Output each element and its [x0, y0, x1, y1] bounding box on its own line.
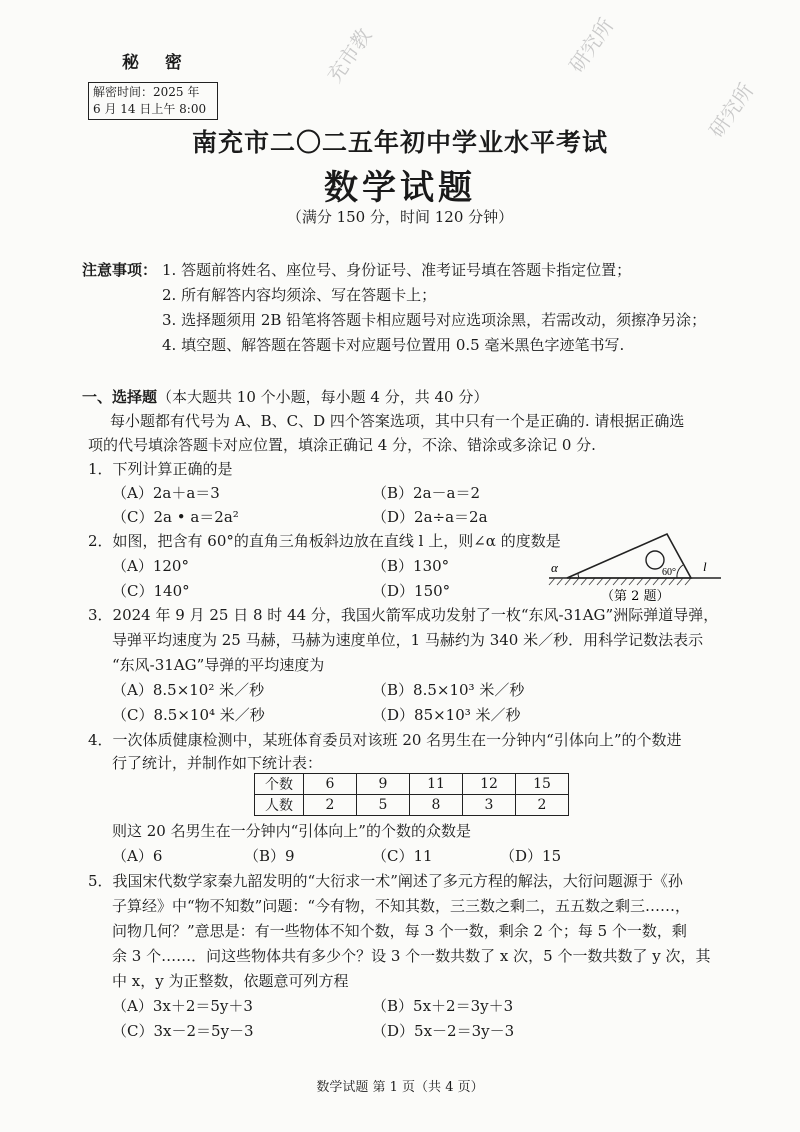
q1-option-c: （C）2a • a＝2a² — [112, 508, 239, 526]
q2-option-a: （A）120° — [112, 557, 189, 575]
section-title: 一、选择题 — [82, 388, 158, 406]
q1-option-d: （D）2a÷a＝2a — [372, 508, 488, 526]
q1-option-a: （A）2a＋a＝3 — [112, 484, 220, 502]
alpha-label: α — [551, 560, 558, 575]
question-5-line: 问物几何？”意思是：有一些物体不知个数，每 3 个一数，剩余 2 个；每 5 个一数，剩 — [112, 922, 687, 940]
question-4-line: 4．一次体质健康检测中，某班体育委员对该班 20 名男生在一分钟内“引体向上”的个数进 — [88, 731, 682, 749]
q4-option-d: （D）15 — [500, 847, 562, 865]
question-4-line: 则这 20 名男生在一分钟内“引体向上”的个数的众数是 — [112, 822, 471, 840]
table-cell: 5 — [357, 795, 410, 816]
table-row — [255, 795, 569, 816]
question-3-line: 3．2024 年 9 月 25 日 8 时 44 分，我国火箭军成功发射了一枚“东风-31AG”洲际弹道导弹， — [88, 606, 719, 624]
q3-option-d: （D）85×10³ 米／秒 — [372, 706, 521, 724]
table-cell: 个数 — [255, 774, 304, 795]
table-cell: 2 — [516, 795, 569, 816]
section-intro: 项的代号填涂答题卡对应位置，填涂正确记 4 分，不涂、错涂或多涂记 0 分. — [88, 436, 596, 454]
notice-item: 4. 填空题、解答题在答题卡对应题号位置用 0.5 毫米黑色字迹笔书写. — [162, 336, 625, 354]
table-cell: 12 — [463, 774, 516, 795]
notice-item: 3. 选择题须用 2B 铅笔将答题卡相应题号对应选项涂黑，若需改动，须擦净另涂； — [162, 311, 707, 329]
question-3-line: “东风-31AG”导弹的平均速度为 — [112, 656, 325, 674]
q5-option-c: （C）3x－2＝5y－3 — [112, 1022, 254, 1040]
statistics-table — [254, 773, 569, 816]
q5-option-a: （A）3x＋2＝5y＋3 — [112, 997, 253, 1015]
table-cell: 8 — [410, 795, 463, 816]
q2-option-b: （B）130° — [372, 557, 450, 575]
q2-option-d: （D）150° — [372, 582, 451, 600]
question-5-line: 5．我国宋代数学家秦九韶发明的“大衍求一术”阐述了多元方程的解法，大衍问题源于《孙 — [88, 872, 683, 890]
section-note: （本大题共 10 个小题，每小题 4 分，共 40 分） — [157, 388, 489, 406]
table-cell: 2 — [304, 795, 357, 816]
notice-item: 1. 答题前将姓名、座位号、身份证号、准考证号填在答题卡指定位置； — [162, 261, 632, 279]
table-cell: 3 — [463, 795, 516, 816]
table-cell: 9 — [357, 774, 410, 795]
question-5-line: 中 x，y 为正整数，依题意可列方程 — [112, 972, 349, 990]
figure-caption: （第 2 题） — [601, 589, 670, 604]
watermark-text: 充市教 — [322, 23, 377, 87]
hatch-marks — [549, 578, 691, 585]
triangle-ruler-figure — [545, 528, 725, 610]
watermark-text: 研究所 — [704, 78, 759, 142]
angle-60-arc — [677, 565, 683, 578]
q3-option-b: （B）8.5×10³ 米／秒 — [372, 681, 525, 699]
question-2-stem: 2．如图，把含有 60°的直角三角板斜边放在直线 l 上，则∠α 的度数是 — [88, 532, 561, 550]
q5-option-b: （B）5x＋2＝3y＋3 — [372, 997, 514, 1015]
declassify-line: 6 月 14 日上午 8:00 — [93, 102, 207, 116]
watermark-text: 研究所 — [564, 13, 619, 77]
question-5-line: 余 3 个……．问这些物体共有多少个？设 3 个一数共数了 x 次，5 个一数共数了 y 次，其 — [112, 947, 711, 965]
section-heading — [82, 386, 488, 408]
section-intro: 每小题都有代号为 A、B、C、D 四个答案选项，其中只有一个是正确的. 请根据正确选 — [110, 412, 685, 430]
line-l-label: l — [703, 559, 707, 574]
q5-option-d: （D）5x－2＝3y－3 — [372, 1022, 515, 1040]
exam-subtitle: （满分 150 分，时间 120 分钟） — [286, 208, 514, 226]
question-4-line: 行了统计，并制作如下统计表： — [112, 754, 323, 772]
table-cell: 人数 — [255, 795, 304, 816]
declassify-line: 解密时间：2025 年 — [93, 85, 200, 99]
secret-label: 秘 密 — [122, 53, 192, 73]
table-cell: 15 — [516, 774, 569, 795]
question-3-line: 导弹平均速度为 25 马赫，马赫为速度单位，1 马赫约为 340 米／秒．用科学记数法表示 — [112, 631, 704, 649]
exam-title: 南充市二〇二五年初中学业水平考试 — [191, 128, 608, 157]
notice-item: 2. 所有解答内容均须涂、写在答题卡上； — [162, 286, 437, 304]
q2-option-c: （C）140° — [112, 582, 190, 600]
q4-option-c: （C）11 — [372, 847, 433, 865]
question-5-line: 子算经》中“物不知数”问题：“今有物，不知其数，三三数之剩二，五五数之剩三……， — [112, 897, 691, 915]
q4-option-b: （B）9 — [244, 847, 295, 865]
table-cell: 6 — [304, 774, 357, 795]
q3-option-c: （C）8.5×10⁴ 米／秒 — [112, 706, 265, 724]
declassify-box — [88, 82, 218, 120]
question-1-stem: 1．下列计算正确的是 — [88, 460, 233, 478]
table-cell: 11 — [410, 774, 463, 795]
q3-option-a: （A）8.5×10² 米／秒 — [112, 681, 265, 699]
angle-60-label: 60° — [662, 567, 676, 578]
page-footer: 数学试题 第 1 页（共 4 页） — [316, 1080, 484, 1095]
table-row — [255, 774, 569, 795]
q4-option-a: （A）6 — [112, 847, 163, 865]
notice-label: 注意事项： — [82, 261, 158, 279]
q1-option-b: （B）2a－a＝2 — [372, 484, 480, 502]
subject-title: 数学试题 — [324, 168, 476, 208]
